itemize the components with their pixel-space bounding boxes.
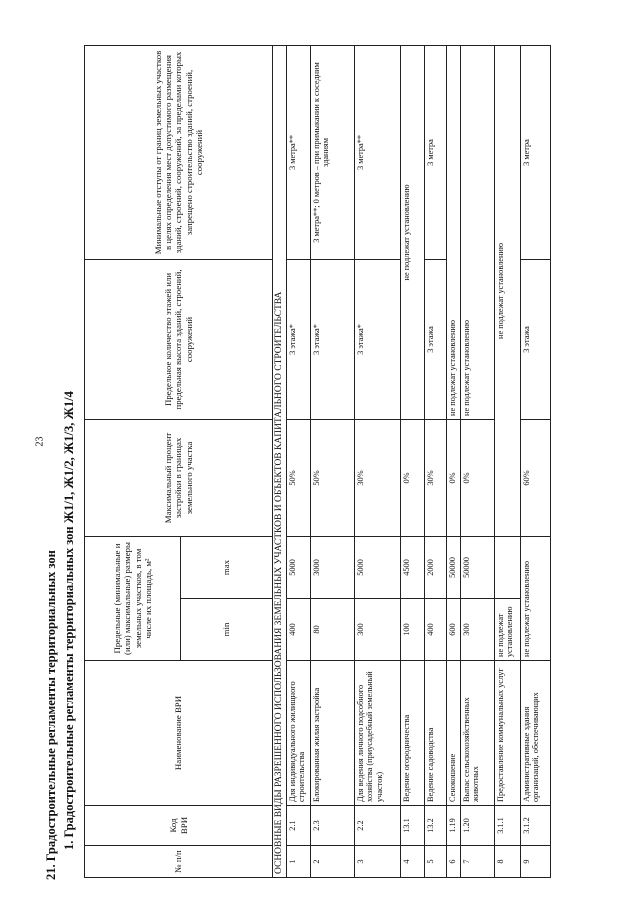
table-row — [424, 45, 446, 877]
row-floors: 3 этажа — [520, 259, 550, 419]
row-code: 2.3 — [310, 806, 354, 846]
row-min: 400 — [286, 599, 310, 661]
row-percent: 60% — [520, 419, 550, 536]
row-not-set: не подлежат установлению — [494, 45, 520, 536]
row-max: 50000 — [460, 536, 494, 598]
row-code: 1.20 — [460, 806, 494, 846]
table-row — [520, 45, 550, 877]
row-name: Предоставление коммунальных услуг — [494, 661, 520, 806]
row-num: 4 — [400, 846, 424, 878]
header-code: Код ВРИ — [85, 806, 273, 846]
row-max: 3000 — [310, 536, 354, 598]
row-floors: 3 этажа* — [354, 259, 400, 419]
row-percent: 0% — [400, 419, 424, 536]
row-num: 5 — [424, 846, 446, 878]
row-max: 5000 — [286, 536, 310, 598]
row-name: Для ведения личного подсобного хозяйства (приусадебный земельный участок) — [354, 661, 400, 806]
row-min: 80 — [310, 599, 354, 661]
row-setback: 3 метра — [424, 45, 446, 259]
regulations-table — [84, 45, 551, 878]
row-code: 3.1.2 — [520, 806, 550, 846]
row-name: Ведение огородничества — [400, 661, 424, 806]
section-row: ОСНОВНЫЕ ВИДЫ РАЗРЕШЕННОГО ИСПОЛЬЗОВАНИЯ ЗЕМЕЛЬНЫХ УЧАСТКОВ И ОБЪЕКТОВ КАПИТАЛЬНОГО СТРОИТЕЛЬСТВА — [273, 45, 287, 877]
row-num: 8 — [494, 846, 520, 878]
header-floors: Предельное количество этажей или предельная высота зданий, строений, сооружений — [85, 259, 273, 419]
table-row — [310, 45, 354, 877]
row-code: 3.1.1 — [494, 806, 520, 846]
row-max: 5000 — [354, 536, 400, 598]
row-not-set: не подлежат установлению — [460, 45, 494, 419]
row-min: 100 — [400, 599, 424, 661]
row-percent: 50% — [310, 419, 354, 536]
row-num: 3 — [354, 846, 400, 878]
header-percent: Максимальный процент застройки в границах земельного участка — [85, 419, 273, 536]
row-code: 13.2 — [424, 806, 446, 846]
row-percent: 30% — [424, 419, 446, 536]
row-code: 2.1 — [286, 806, 310, 846]
row-min: 300 — [354, 599, 400, 661]
rotated-page-content — [40, 40, 600, 880]
row-min: 600 — [446, 599, 460, 661]
row-area-not-set: не подлежат установлению — [520, 536, 550, 660]
row-num: 6 — [446, 846, 460, 878]
table-row — [400, 45, 424, 877]
row-floors: 3 этажа — [424, 259, 446, 419]
table-row — [354, 45, 400, 877]
row-max: 2000 — [424, 536, 446, 598]
row-percent: 30% — [354, 419, 400, 536]
table-row — [446, 45, 460, 877]
row-not-set: не подлежат установлению — [400, 45, 424, 419]
row-setback: 3 метра**; 0 метров – при примыкании к соседним зданиям — [310, 45, 354, 259]
header-area: Предельные (минимальные и (или) максимальные) размеры земельных участков, в том числе их площадь, м² — [85, 536, 181, 660]
row-num: 2 — [310, 846, 354, 878]
row-name: Для индивидуального жилищного строительства — [286, 661, 310, 806]
table-row — [286, 45, 310, 877]
section-heading: 21. Градостроительные регламенты территориальных зон — [44, 550, 58, 880]
row-percent: 0% — [460, 419, 494, 536]
header-setback: Минимальные отступы от границ земельных участков в целях определения мест допустимого размещения зданий, строений, сооружений, за пределами которых запрещено строительство зданий, строений, сооружений — [85, 45, 273, 259]
row-num: 1 — [286, 846, 310, 878]
row-setback: 3 метра — [520, 45, 550, 259]
row-name: Блокированная жилая застройка — [310, 661, 354, 806]
row-percent: 50% — [286, 419, 310, 536]
row-code: 13.1 — [400, 806, 424, 846]
header-num: № п/п — [85, 846, 273, 878]
row-num: 7 — [460, 846, 494, 878]
row-not-set: не подлежат установлению — [446, 45, 460, 419]
row-name: Ведение садоводства — [424, 661, 446, 806]
row-floors: 3 этажа* — [286, 259, 310, 419]
row-code: 2.2 — [354, 806, 400, 846]
row-min: 300 — [460, 599, 494, 661]
row-area-not-set: не подлежат установлению — [494, 599, 520, 661]
row-min: 400 — [424, 599, 446, 661]
row-max: 4500 — [400, 536, 424, 598]
row-setback: 3 метра** — [286, 45, 310, 259]
row-name: Выпас сельскохозяйственных животных — [460, 661, 494, 806]
page-number: 23 — [34, 436, 46, 447]
subsection-heading: 1. Градостроительные регламенты территориальных зон Ж1/1, Ж1/2, Ж1/3, Ж1/4 — [62, 391, 76, 850]
row-floors: 3 этажа* — [310, 259, 354, 419]
row-max: 50000 — [446, 536, 460, 598]
header-min: min — [181, 599, 273, 661]
header-name: Наименование ВРИ — [85, 661, 273, 806]
row-code: 1.19 — [446, 806, 460, 846]
header-max: max — [181, 536, 273, 598]
row-num: 9 — [520, 846, 550, 878]
table-row — [494, 45, 520, 877]
row-setback: 3 метра** — [354, 45, 400, 259]
table-row — [460, 45, 494, 877]
row-name: Административные здания организаций, обеспечивающих — [520, 661, 550, 806]
row-percent: 0% — [446, 419, 460, 536]
row-name: Сенокошение — [446, 661, 460, 806]
